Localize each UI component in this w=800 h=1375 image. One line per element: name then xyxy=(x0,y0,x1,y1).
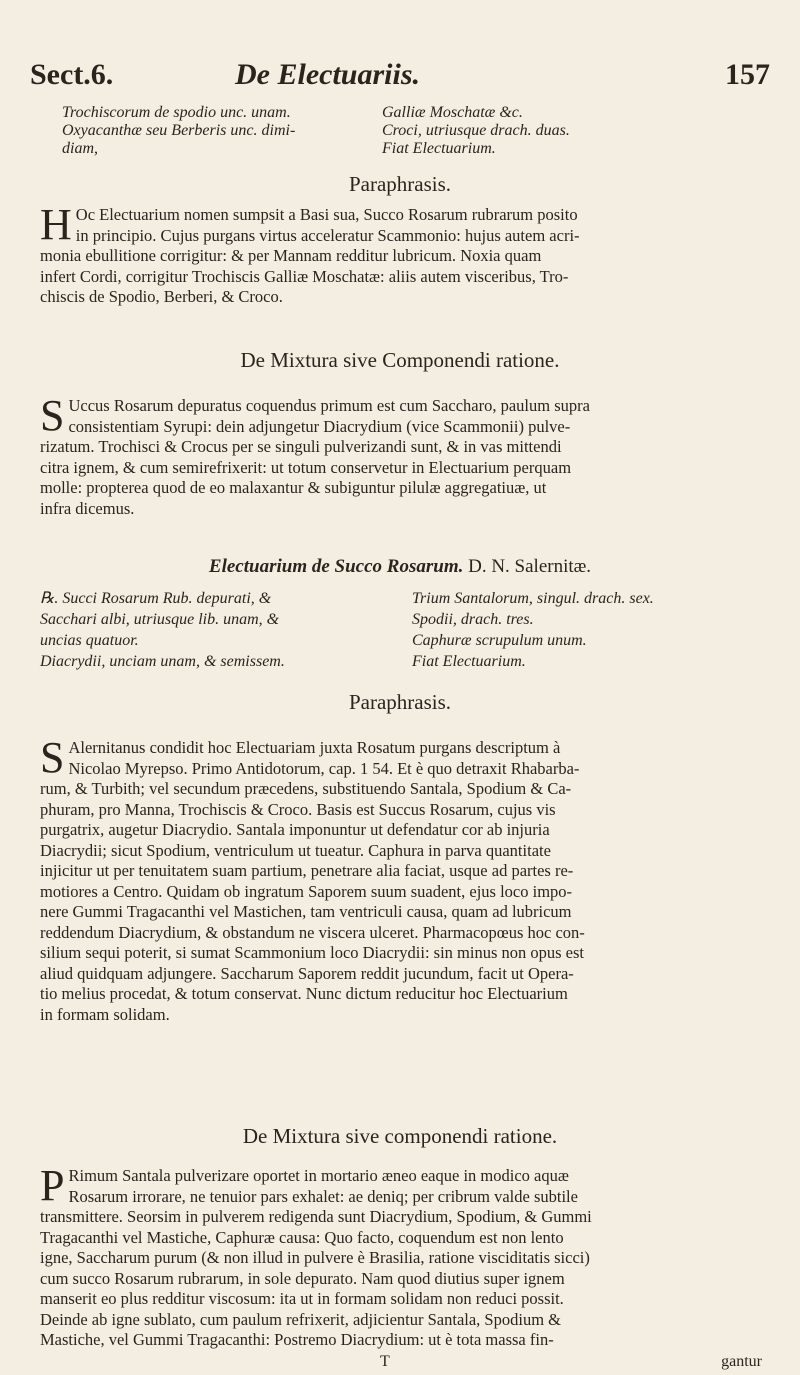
paragraph-4 xyxy=(40,1161,770,1351)
text-line: Rosarum irrorare, ne tenuior pars exhalet: ae deniq; per cribrum valde subtile xyxy=(68,1186,578,1206)
section-number: Sect.6. xyxy=(30,58,114,91)
text-line: Rimum Santala pulverizare oportet in mortario æneo eaque in modico aquæ xyxy=(68,1166,569,1185)
recipe-heading xyxy=(0,556,800,578)
text-line: igne, Saccharum purum (& non illud in pulvere è Brasilia, ratione visciditatis sicci) xyxy=(40,1248,590,1267)
recipe-line: Oxyacanthæ seu Berberis unc. dimi- xyxy=(62,122,296,139)
paragraph-3 xyxy=(40,733,770,1025)
recipe-line: Trium Santalorum, singul. drach. sex. xyxy=(412,590,654,607)
recipe-line: diam, xyxy=(62,140,98,157)
recipe-line: Caphuræ scrupulum unum. xyxy=(412,632,587,649)
text-line: transmittere. Seorsim in pulverem redigenda sunt Diacrydium, Spodium, & Gummi xyxy=(40,1207,592,1226)
text-line: tio melius procedat, & totum conservat. Nunc dictum reducitur hoc Electuarium xyxy=(40,984,568,1003)
text-line: Uccus Rosarum depuratus coquendus primum est cum Saccharo, paulum supra xyxy=(68,396,590,415)
recipe-2-right xyxy=(412,588,654,672)
text-line: aliud quidquam adjungere. Saccharum Saporem reddit jucundum, facit ut Opera- xyxy=(40,963,574,983)
text-line: in formam solidam. xyxy=(40,1004,170,1024)
running-title: De Electuariis. xyxy=(235,58,420,91)
drop-cap: H xyxy=(40,200,72,249)
text-line: Diacrydii; sicut Spodium, ventriculum ut tueatur. Caphura in parva quantitate xyxy=(40,840,551,860)
text-line: Oc Electuarium nomen sumpsit a Basi sua, Succo Rosarum rubrarum posito xyxy=(75,205,578,224)
recipe-1-left xyxy=(62,104,295,158)
recipe-line: Galliæ Moschatæ &c. xyxy=(382,104,523,121)
text-line: infert Cordi, corrigitur Trochiscis Galliæ Moschatæ: aliis autem visceribus, Tro- xyxy=(40,266,569,286)
section-heading: Paraphrasis. xyxy=(348,172,452,196)
recipe-2-left xyxy=(40,588,285,672)
paragraph-2 xyxy=(40,391,770,519)
drop-cap: S xyxy=(40,391,65,440)
recipe-author: D. N. Salernitæ. xyxy=(468,556,592,577)
paragraph-1 xyxy=(40,200,770,308)
text-line: Deinde ab igne sublato, cum paulum refrixerit, adjicientur Santala, Spodium & xyxy=(40,1309,561,1329)
text-line: Nicolao Myrepso. Primo Antidotorum, cap. 1 54. Et è quo detraxit Rhabarba- xyxy=(68,758,580,778)
recipe-line: uncias quatuor. xyxy=(40,632,139,649)
catchword: gantur xyxy=(721,1353,762,1370)
text-line: manserit eo plus redditur viscosum: ita ut in formam solidam non reduci possit. xyxy=(40,1289,564,1308)
text-line: Tragacanthi vel Mastiche, Caphuræ causa: Quo facto, coquendum est non lento xyxy=(40,1227,564,1247)
page-number: 157 xyxy=(725,58,770,91)
text-line: Alernitanus condidit hoc Electuariam juxta Rosatum purgans descriptum à xyxy=(68,738,561,757)
signature-mark: T xyxy=(380,1353,390,1370)
recipe-line: Trochiscorum de spodio unc. unam. xyxy=(62,104,291,121)
recipe-line: Croci, utriusque drach. duas. xyxy=(382,122,570,139)
text-line: in principio. Cujus purgans virtus acceleratur Scammonio: hujus autem acri- xyxy=(75,225,580,245)
text-line: citra ignem, & cum semirefrixerit: ut totum conservetur in Electuarium perquam xyxy=(40,457,572,477)
recipe-line: ℞. Succi Rosarum Rub. depurati, & xyxy=(40,590,272,607)
text-line: silium sequi poterit, si sumat Scammonium loco Diacrydii: sin minus non opus est xyxy=(40,943,585,962)
drop-cap: S xyxy=(40,733,65,782)
section-heading: De Mixtura sive Componendi ratione. xyxy=(240,348,560,372)
section-heading: De Mixtura sive componendi ratione. xyxy=(242,1124,558,1148)
text-line: molle: propterea quod de eo malaxantur & subiguntur pilulæ aggregatiuæ, ut xyxy=(40,478,547,497)
text-line: phuram, pro Manna, Trochiscis & Croco. Basis est Succus Rosarum, cujus vis xyxy=(40,799,556,819)
recipe-title: Electuarium de Succo Rosarum. xyxy=(208,556,464,577)
text-line: rizatum. Trochisci & Crocus per se singuli pulverizandi sunt, & in vas mittendi xyxy=(40,437,562,456)
recipe-line: Diacrydii, unciam unam, & semissem. xyxy=(40,653,285,670)
text-line: nere Gummi Tragacanthi vel Mastichen, tam ventriculi causa, quam ad lubricum xyxy=(40,902,572,921)
recipe-line: Fiat Electuarium. xyxy=(412,653,526,670)
text-line: consistentiam Syrupi: dein adjungetur Diacrydium (vice Scammonii) pulve- xyxy=(68,416,571,436)
text-line: purgatrix, augetur Diacrydio. Santala imponuntur ut defendatur cor ab injuria xyxy=(40,820,550,839)
recipe-line: Fiat Electuarium. xyxy=(382,140,496,157)
text-line: infra dicemus. xyxy=(40,498,135,518)
text-line: reddendum Diacrydium, & obstandum ne viscera ulceret. Pharmacopœus hoc con- xyxy=(40,922,585,942)
drop-cap: P xyxy=(40,1161,65,1210)
text-line: motiores a Centro. Quidam ob ingratum Saporem suum suadent, ejus loco impo- xyxy=(40,881,573,901)
section-heading: Paraphrasis. xyxy=(348,690,452,714)
recipe-line: Spodii, drach. tres. xyxy=(412,611,534,628)
text-line: Mastiche, vel Gummi Tragacanthi: Postremo Diacrydium: ut è tota massa fin- xyxy=(40,1330,554,1349)
running-header xyxy=(30,58,770,98)
text-line: cum succo Rosarum rubrarum, in sole depurato. Nam quod diutius super ignem xyxy=(40,1268,565,1288)
recipe-1-right xyxy=(382,104,570,158)
text-line: rum, & Turbith; vel secundum præcedens, substituendo Santala, Spodium & Ca- xyxy=(40,779,572,798)
text-line: monia ebullitione corrigitur: & per Mannam redditur lubricum. Noxia quam xyxy=(40,246,542,265)
text-line: chiscis de Spodio, Berberi, & Croco. xyxy=(40,287,283,306)
recipe-line: Sacchari albi, utriusque lib. unam, & xyxy=(40,611,280,628)
text-line: injicitur ut per tenuitatem suam partium, penetrare alia faciat, usque ad partes re- xyxy=(40,861,574,880)
